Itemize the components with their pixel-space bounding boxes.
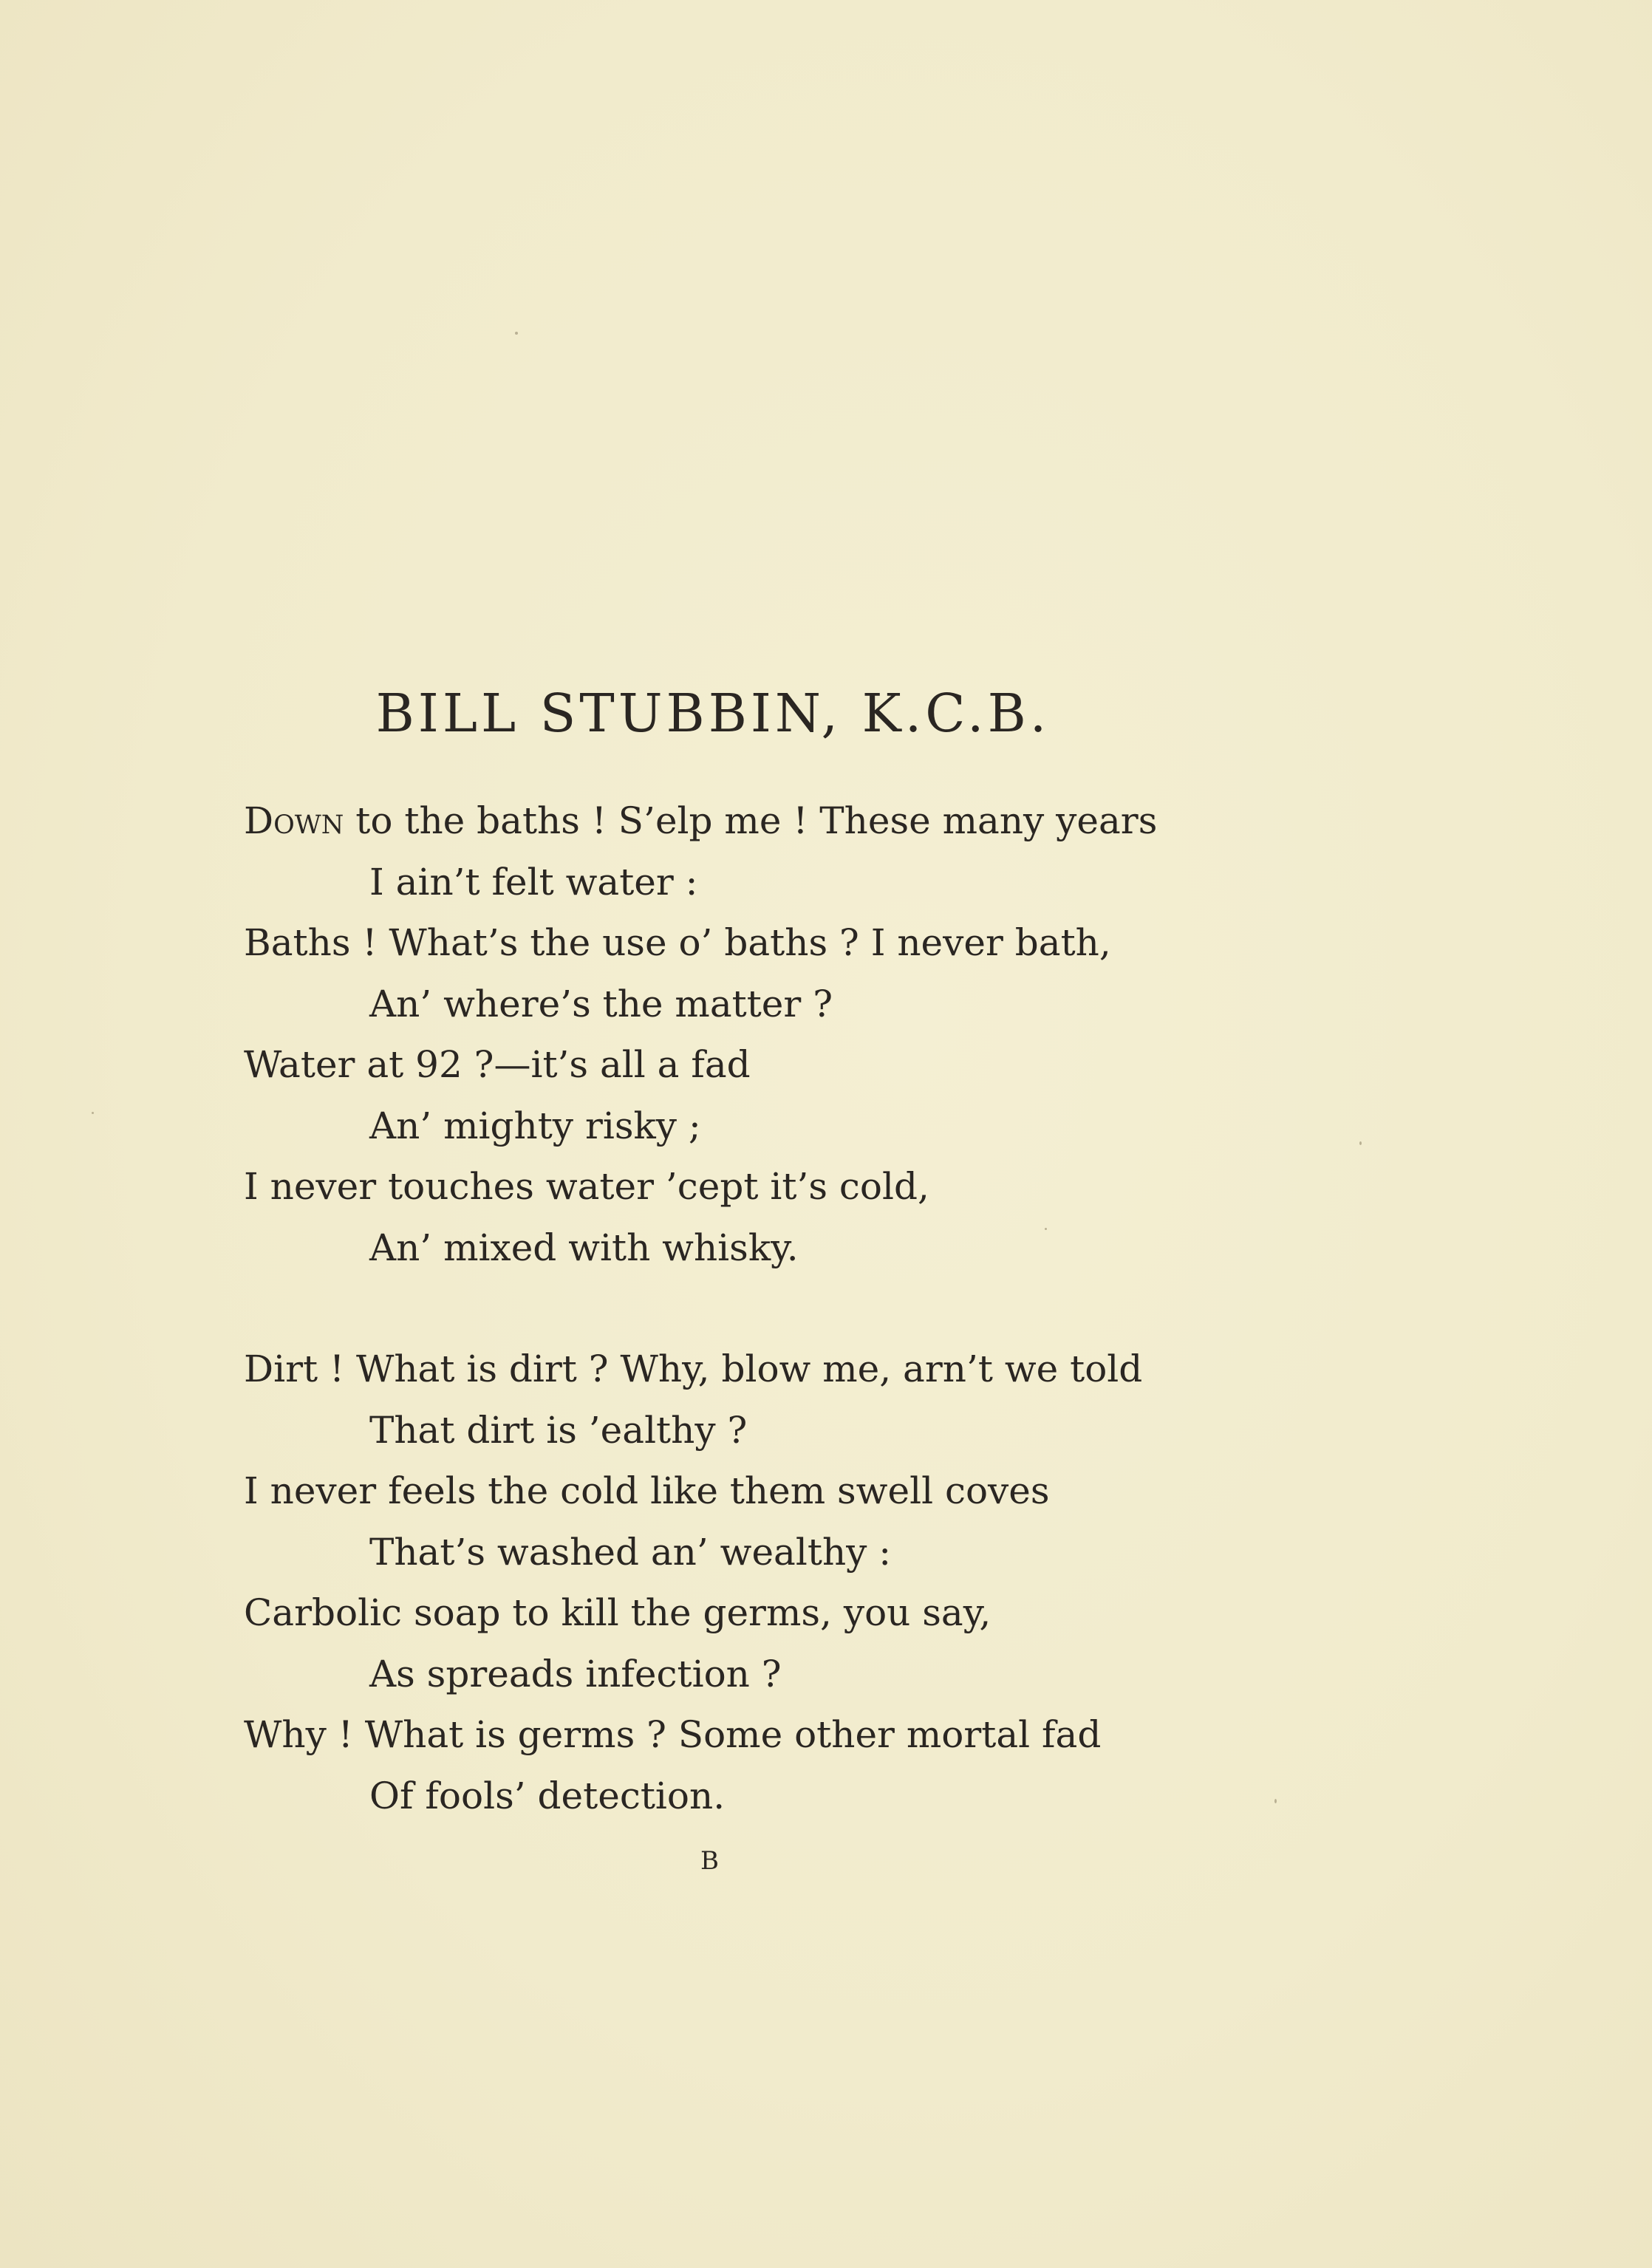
poem-line [244, 790, 1500, 852]
paper-speck [92, 1112, 94, 1114]
poem-line: Carbolic soap to kill the germs, you say, [244, 1591, 991, 1634]
poem-line: An’ where’s the matter ? [369, 982, 833, 1025]
poem-line: That’s washed an’ wealthy : [369, 1530, 892, 1574]
paper-speck [1045, 1228, 1047, 1230]
poem-line: I never touches water ’cept it’s cold, [244, 1165, 929, 1208]
line-text: to the baths ! S’elp me ! These many years [344, 799, 1158, 842]
poem-line: That dirt is ’ealthy ? [369, 1408, 748, 1452]
poem-line: Water at 92 ?—it’s all a fad [244, 1043, 751, 1086]
poem-line: An’ mighty risky ; [369, 1104, 701, 1147]
poem-line: Of fools’ detection. [369, 1774, 726, 1817]
poem-line: Dirt ! What is dirt ? Why, blow me, arn’t we told [244, 1348, 1143, 1390]
paper-speck [1274, 1799, 1277, 1803]
poem-line: I never feels the cold like them swell coves [244, 1469, 1050, 1512]
poem-line: Why ! What is germs ? Some other mortal fad [244, 1713, 1102, 1756]
stanza-2 [244, 1339, 1500, 1826]
poem-line: I ain’t felt water : [369, 860, 698, 904]
poem-title: BILL STUBBIN, K.C.B. [375, 683, 1051, 744]
paper-speck [1359, 1141, 1362, 1145]
drop-word: Down [244, 799, 344, 842]
signature-mark: B [700, 1846, 720, 1876]
poem-line: Baths ! What’s the use o’ baths ? I never bath, [244, 921, 1111, 964]
poem-line: An’ mixed with whisky. [369, 1226, 799, 1269]
stanza-1 [244, 790, 1500, 1278]
paper-speck [515, 332, 518, 335]
poem-line: As spreads infection ? [369, 1652, 782, 1695]
poem-body [244, 790, 1500, 1826]
